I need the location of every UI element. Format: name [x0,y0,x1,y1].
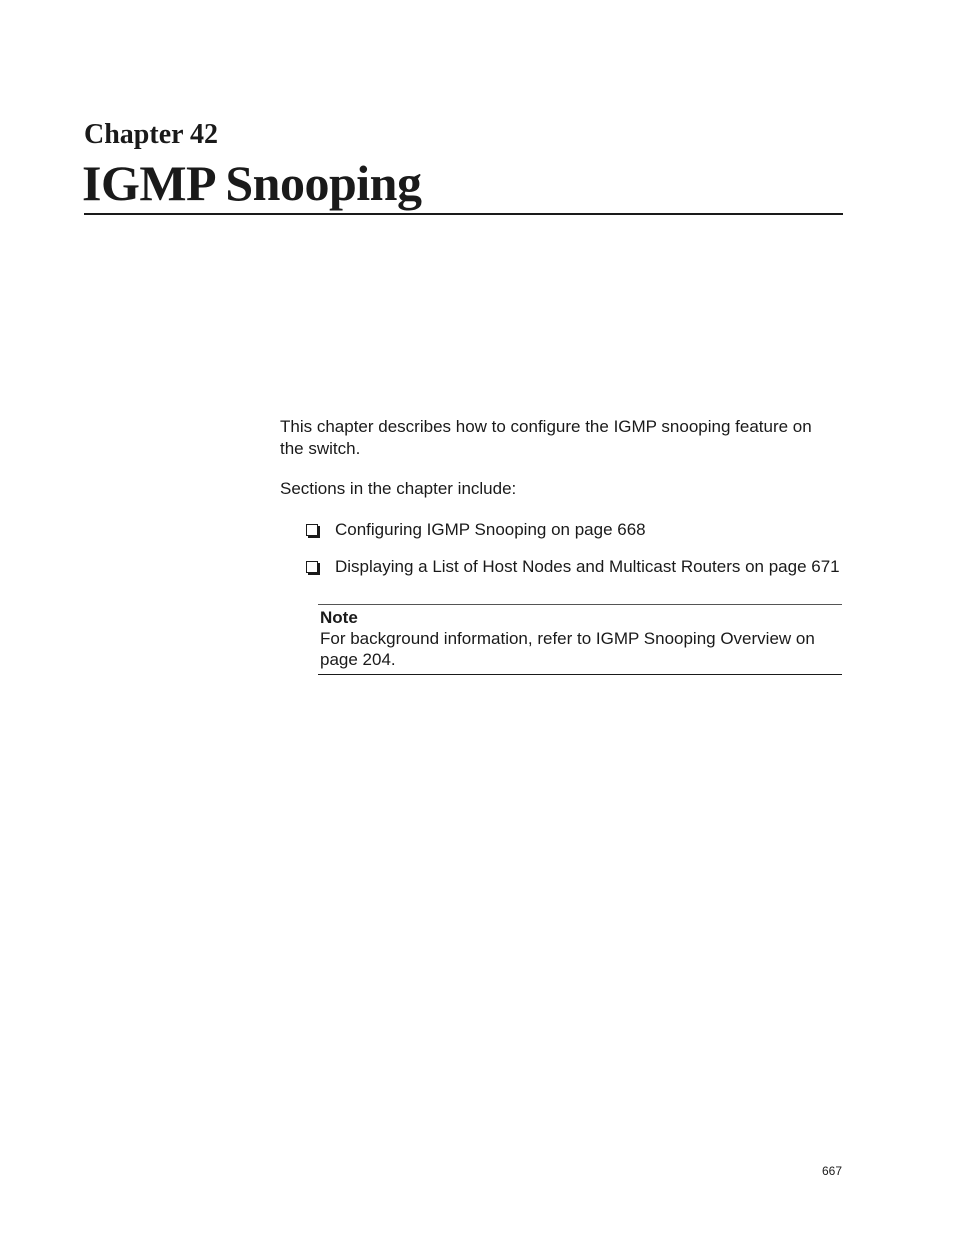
checkbox-icon [306,524,318,536]
page-number: 667 [822,1164,843,1178]
chapter-label: Chapter 42 [84,119,219,150]
section-list [306,519,866,593]
sections-intro: Sections in the chapter include: [280,479,517,498]
list-item[interactable] [306,556,866,578]
note-text: For background information, refer to IGMP Snooping Overview on page 204. [320,629,815,669]
section-link[interactable]: Displaying a List of Host Nodes and Multicast Routers on page 671 [335,557,840,576]
note-heading: Note [320,608,358,627]
checkbox-icon [306,561,318,573]
page-title: IGMP Snooping [82,155,422,211]
list-item[interactable] [306,519,866,541]
section-link[interactable]: Configuring IGMP Snooping on page 668 [335,520,646,539]
note-box [318,604,842,675]
title-divider [84,213,843,215]
intro-paragraph: This chapter describes how to configure the IGMP snooping feature on the switch. [280,417,812,458]
